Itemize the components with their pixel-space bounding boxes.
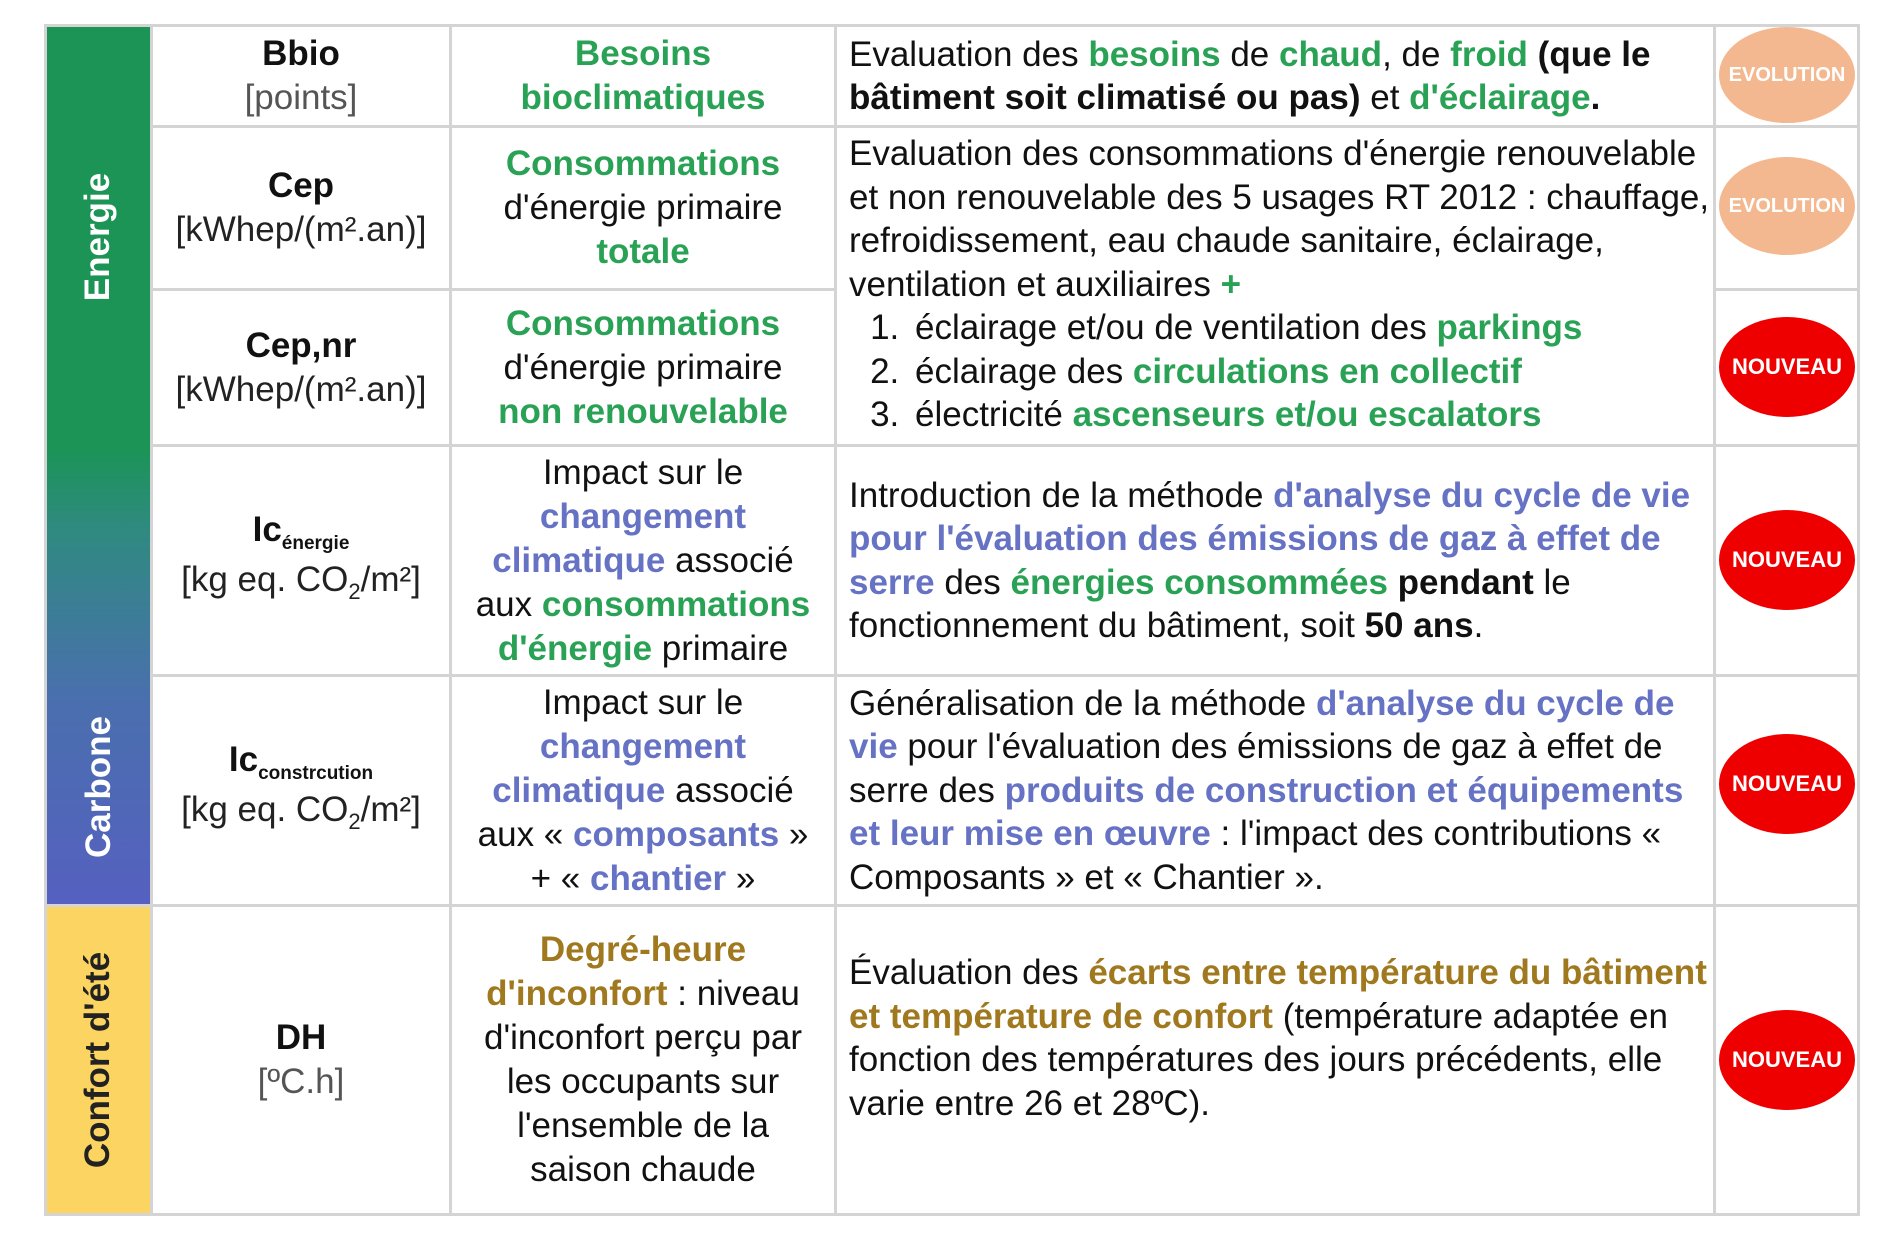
cepnr-name: Cep,nr bbox=[245, 325, 357, 365]
ic-construction-name: Ic bbox=[228, 739, 259, 779]
bbio-description bbox=[837, 27, 1713, 125]
cepnr-unit: [kWhep/(m².an)] bbox=[175, 369, 427, 409]
ic-energie-indicator bbox=[153, 447, 449, 674]
dh-indicator bbox=[153, 907, 449, 1213]
bbio-def-line1: Besoins bbox=[574, 34, 712, 73]
cep-evolution-badge: EVOLUTION bbox=[1719, 157, 1855, 255]
ic-construction-sub: constrcution bbox=[258, 762, 374, 784]
ic-energie-description bbox=[837, 447, 1713, 674]
cep-def-plain: d'énergie primaire bbox=[503, 188, 783, 227]
cep-description bbox=[837, 128, 1713, 444]
cep-desc-list bbox=[849, 306, 1713, 437]
cep-desc-intro: Evaluation des consommations d'énergie renouvelable et non renouvelable des 5 usages RT 2012 : chauffage, refroidissement, eau chaude sanitaire, éclairage, ventilation et auxiliaires + bbox=[849, 134, 1710, 304]
cep-unit: [kWhep/(m².an)] bbox=[175, 210, 427, 249]
dh-description bbox=[837, 907, 1713, 1213]
dh-def-text: Degré-heure d'inconfort : niveau d'inconfort perçu par les occupants sur l'ensemble de la saison chaude bbox=[484, 930, 802, 1189]
bbio-evolution-badge: EVOLUTION bbox=[1719, 27, 1855, 123]
dh-unit: [ºC.h] bbox=[257, 1062, 345, 1101]
cep-def-hl2: totale bbox=[596, 232, 690, 271]
category-energie-label: Energie bbox=[78, 172, 118, 302]
cepnr-def-plain: d'énergie primaire bbox=[503, 347, 783, 387]
dh-desc-text: Évaluation des écarts entre température du bâtiment et température de confort (température adaptée en fonction des températures des jours précédents, elle varie entre 26 et 28ºC). bbox=[849, 953, 1707, 1123]
ic-construction-nouveau-badge: NOUVEAU bbox=[1719, 734, 1855, 834]
category-energie bbox=[47, 27, 150, 447]
category-confort bbox=[47, 907, 150, 1213]
cepnr-def-hl: Consommations bbox=[505, 303, 781, 343]
ic-energie-unit: [kg eq. $CO_2/m^2$] bbox=[181, 559, 421, 604]
category-carbone bbox=[47, 447, 150, 907]
cep-def-hl: Consommations bbox=[505, 144, 781, 183]
ic-energie-sub: énergie bbox=[281, 532, 350, 554]
ic-construction-indicator bbox=[153, 677, 449, 904]
cepnr-nouveau-badge: NOUVEAU bbox=[1719, 317, 1855, 417]
ic-energie-nouveau-badge: NOUVEAU bbox=[1719, 510, 1855, 610]
cepnr-definition bbox=[452, 291, 834, 444]
dh-name: DH bbox=[275, 1018, 327, 1057]
list-item: 2. éclairage des circulations en collectif bbox=[909, 350, 1713, 394]
cepnr-def-hl2: non renouvelable bbox=[498, 391, 788, 431]
bbio-desc-text: Evaluation des besoins de chaud, de froid (que le bâtiment soit climatisé ou pas) et d'éclairage. bbox=[849, 34, 1651, 117]
category-confort-label: Confort d'été bbox=[78, 951, 118, 1169]
cepnr-indicator bbox=[153, 291, 449, 444]
bbio-name: Bbio bbox=[262, 34, 340, 73]
bbio-unit: [points] bbox=[244, 78, 358, 117]
list-item: 3. électricité ascenseurs et/ou escalators bbox=[909, 393, 1713, 437]
dh-nouveau-badge: NOUVEAU bbox=[1719, 1010, 1855, 1110]
cep-indicator bbox=[153, 128, 449, 288]
bbio-definition bbox=[452, 27, 834, 125]
cep-name: Cep bbox=[267, 166, 335, 205]
ic-construction-desc-text: Généralisation de la méthode d'analyse du cycle de vie pour l'évaluation des émissions de gaz à effet de serre des produits de construction et équipements et leur mise en œuvre : l'impact des contributions « Composants » et « Chantier ». bbox=[849, 683, 1684, 897]
ic-construction-definition: Impact sur le changement climatique associé aux « composants » + « chantier » bbox=[477, 682, 809, 898]
bbio-indicator bbox=[153, 27, 449, 125]
ic-energie-definition: Impact sur le changement climatique associé aux consommations d'énergie primaire bbox=[475, 452, 811, 668]
dh-definition bbox=[452, 907, 834, 1213]
bbio-def-line2: bioclimatiques bbox=[520, 78, 766, 117]
list-item: 1. éclairage et/ou de ventilation des parkings bbox=[909, 306, 1713, 350]
category-carbone-label: Carbone bbox=[78, 716, 118, 858]
ic-energie-name: Ic bbox=[252, 509, 282, 549]
ic-energie-desc-text: Introduction de la méthode d'analyse du cycle de vie pour l'évaluation des émissions de gaz à effet de serre des énergies consommées pendant le fonctionnement du bâtiment, soit 50 ans. bbox=[849, 475, 1691, 645]
ic-construction-unit: [kg eq. $CO_2/m^2$] bbox=[181, 789, 421, 834]
ic-construction-description bbox=[837, 677, 1713, 904]
indicator-table bbox=[44, 24, 1860, 1216]
cep-definition bbox=[452, 128, 834, 288]
